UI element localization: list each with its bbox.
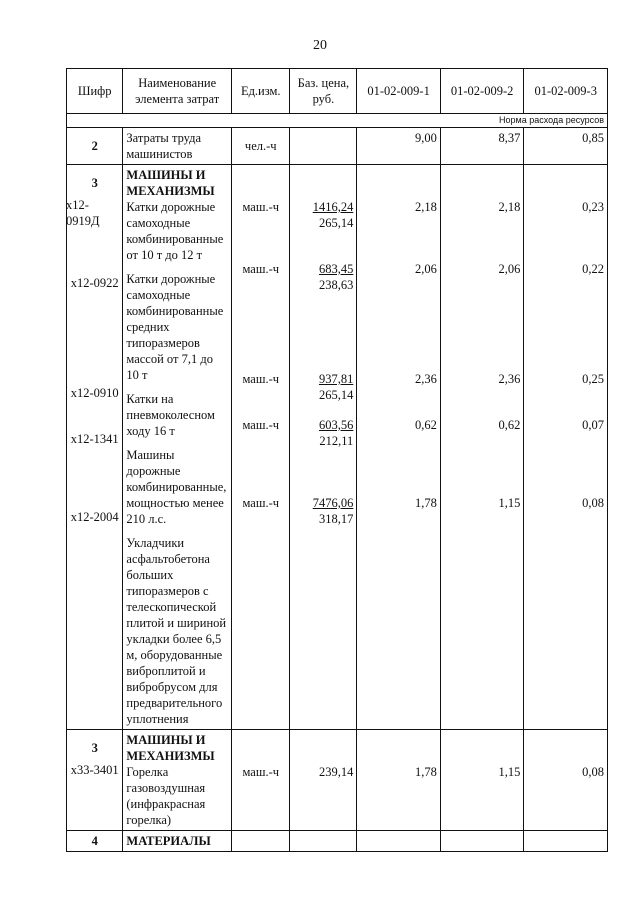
row-code: 2	[67, 128, 123, 165]
header-col1: 01-02-009-1	[357, 69, 441, 114]
group-value1-cell	[357, 730, 441, 831]
item-unit: маш.-ч	[242, 418, 280, 432]
item-unit: маш.-ч	[242, 765, 280, 779]
item-price-2: 265,14	[318, 216, 354, 230]
item-value-3: 0,08	[582, 765, 604, 779]
group-name-cell	[123, 165, 232, 730]
row-price	[290, 128, 357, 165]
group-code: 4	[67, 831, 123, 852]
item-value-1: 1,78	[414, 765, 437, 779]
item-value-1: 0,62	[414, 418, 437, 432]
group-unit-cell	[232, 165, 290, 730]
empty-cell	[357, 831, 441, 852]
group-row-machines-2	[67, 730, 608, 831]
group-title: МАШИНЫ И МЕХАНИЗМЫ	[126, 168, 215, 198]
item-value-2: 1,15	[498, 496, 521, 510]
empty-cell	[440, 831, 524, 852]
header-unit: Ед.изм.	[232, 69, 290, 114]
group-code: 3	[91, 741, 98, 755]
item-code: х33-3401	[70, 763, 119, 777]
resource-table-wrap	[66, 68, 608, 852]
row-unit: чел.-ч	[232, 128, 290, 165]
group-title: МАТЕРИАЛЫ	[123, 831, 232, 852]
resource-table	[66, 68, 608, 852]
item-value-3: 0,23	[582, 200, 604, 214]
item-unit: маш.-ч	[242, 262, 280, 276]
group-value2-cell	[440, 730, 524, 831]
item-unit: маш.-ч	[242, 200, 280, 214]
item-value-2: 2,18	[498, 200, 521, 214]
item-value-1: 2,18	[414, 200, 437, 214]
item-price-2: 238,63	[318, 278, 354, 292]
item-code: х12-0910	[70, 386, 119, 400]
item-name: Катки дорожные самоходные комбинированные средних типоразмеров массой от 7,1 до 10 т	[126, 272, 224, 382]
item-value-3: 0,22	[582, 262, 604, 276]
item-price-1: 937,81	[318, 372, 354, 386]
item-value-2: 2,06	[498, 262, 521, 276]
group-unit-cell	[232, 730, 290, 831]
item-code: х12-0919Д	[66, 198, 100, 228]
item-value-2: 1,15	[498, 765, 521, 779]
group-row-machines	[67, 165, 608, 730]
row-value-1: 9,00	[357, 128, 441, 165]
header-col3: 01-02-009-3	[524, 69, 608, 114]
item-code: х12-0922	[70, 276, 119, 290]
item-price-1: 683,45	[318, 262, 354, 276]
row-value-2: 8,37	[440, 128, 524, 165]
item-value-3: 0,07	[582, 418, 604, 432]
header-col2: 01-02-009-2	[440, 69, 524, 114]
row-name: Затраты труда машинистов	[123, 128, 232, 165]
group-price-cell	[290, 165, 357, 730]
table-row	[67, 128, 608, 165]
item-price: 239,14	[318, 765, 354, 779]
header-name: Наименование элемента затрат	[123, 69, 232, 114]
item-name: Машины дорожные комбинированные, мощностью менее 210 л.с.	[126, 448, 227, 526]
empty-cell	[524, 831, 608, 852]
group-value3-cell	[524, 165, 608, 730]
item-price-1: 603,56	[318, 418, 354, 432]
item-value-1: 2,36	[414, 372, 437, 386]
group-name-cell	[123, 730, 232, 831]
item-price-1: 1416,24	[312, 200, 354, 214]
group-value1-cell	[357, 165, 441, 730]
item-value-1: 1,78	[414, 496, 437, 510]
group-code-cell	[67, 730, 123, 831]
item-price-2: 212,11	[319, 434, 354, 448]
norm-label: Норма расхода ресурсов	[67, 114, 608, 128]
item-unit: маш.-ч	[242, 372, 280, 386]
item-value-2: 2,36	[498, 372, 521, 386]
header-price: Баз. цена, руб.	[290, 69, 357, 114]
item-name: Укладчики асфальтобетона больших типоразмеров с телескопической плитой и шириной укладки более 6,5 м, оборудованные виброплитой и вибробрусом для предварительного уплотнения	[126, 536, 227, 726]
group-value3-cell	[524, 730, 608, 831]
item-price-2: 318,17	[318, 512, 354, 526]
group-value2-cell	[440, 165, 524, 730]
group-price-cell	[290, 730, 357, 831]
group-title: МАШИНЫ И МЕХАНИЗМЫ	[126, 733, 215, 763]
item-code: х12-1341	[70, 432, 119, 446]
item-value-3: 0,08	[582, 496, 604, 510]
group-code: 3	[91, 176, 98, 190]
item-name: Катки дорожные самоходные комбинированные от 10 т до 12 т	[126, 200, 224, 262]
item-code: х12-2004	[70, 510, 119, 524]
item-unit: маш.-ч	[242, 496, 280, 510]
item-value-3: 0,25	[582, 372, 604, 386]
item-value-2: 0,62	[498, 418, 521, 432]
row-value-3: 0,85	[524, 128, 608, 165]
group-row-materials	[67, 831, 608, 852]
empty-cell	[232, 831, 290, 852]
norm-row	[67, 114, 608, 128]
item-name: Катки на пневмоколесном ходу 16 т	[126, 392, 215, 438]
empty-cell	[290, 831, 357, 852]
page-number: 20	[313, 38, 327, 53]
group-code-cell	[67, 165, 123, 730]
table-header-row	[67, 69, 608, 114]
item-price-1: 7476,06	[312, 496, 354, 510]
item-value-1: 2,06	[414, 262, 437, 276]
item-name: Горелка газовоздушная (инфракрасная горелка)	[126, 765, 206, 827]
header-code: Шифр	[67, 69, 123, 114]
item-price-2: 265,14	[318, 388, 354, 402]
